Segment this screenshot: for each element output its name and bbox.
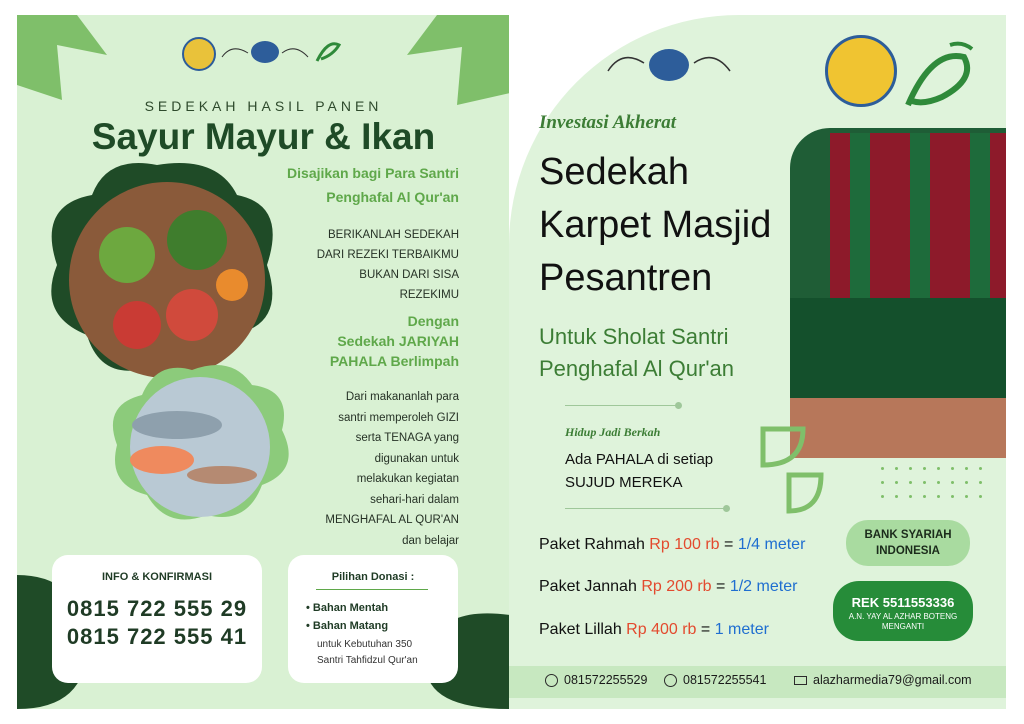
broccoli-shape [99, 227, 155, 283]
subtitle-line-2: Penghafal Al Qur'an [326, 189, 459, 205]
tagline: Investasi Akherat [539, 112, 677, 133]
whatsapp-icon [664, 674, 677, 687]
main-title-line: Pesantren [539, 257, 713, 299]
body-line: MENGHAFAL AL QUR'AN [325, 514, 459, 526]
package-row: Paket Rahmah Rp 100 rb = 1/4 meter [539, 536, 806, 553]
pesantren-logo-large [825, 35, 897, 107]
message-line: BUKAN DARI SISA [359, 269, 459, 281]
divider [316, 589, 428, 590]
subtitle [539, 321, 734, 385]
main-title-line: Karpet Masjid [539, 204, 772, 246]
phone-number-1[interactable]: 0815 722 555 29 [66, 596, 248, 621]
page-title: Sayur Mayur & Ikan [91, 116, 436, 157]
subtitle-line-1: Disajikan bagi Para Santri [287, 165, 459, 181]
body-line: sehari-hari dalam [370, 493, 459, 506]
account-badge [833, 581, 973, 641]
package-row: Paket Jannah Rp 200 rb = 1/2 meter [539, 578, 798, 595]
whatsapp-icon [545, 674, 558, 687]
body-line: Dari makananlah para [345, 391, 459, 403]
divider-dot [675, 402, 682, 409]
donation-note: untuk Kebutuhan 350 Santri Tahfidzul Qur'an [317, 639, 418, 666]
pahala-text: Ada PAHALA di setiap SUJUD MEREKA [565, 451, 714, 491]
message-line: REZEKIMU [399, 289, 459, 301]
donation-list [306, 599, 388, 635]
donation-item: • Bahan Matang [306, 620, 389, 632]
message-line: BERIKANLAH SEDEKAH [327, 229, 459, 241]
left-flyer [17, 15, 510, 709]
divider-bottom [565, 508, 725, 509]
highlight-line: Sedekah JARIYAH [337, 333, 459, 349]
carpet-photo [790, 128, 1006, 458]
main-title [539, 146, 771, 305]
account-number[interactable]: REK 5511553336 [851, 595, 955, 610]
main-title-line: Sedekah [539, 151, 690, 193]
footer-email[interactable]: alazharmedia79@gmail.com [794, 673, 972, 687]
package-row: Paket Lillah Rp 400 rb = 1 meter [539, 621, 769, 638]
highlight-line: PAHALA Berlimpah [329, 353, 459, 369]
decor-rings [759, 425, 829, 515]
info-card [52, 555, 262, 683]
foundation-logo-large [604, 43, 734, 83]
phone-number-2[interactable]: 0815 722 555 41 [66, 624, 248, 649]
message-line: DARI REZEKI TERBAIKMU [316, 249, 459, 261]
body-line: melakukan kegiatan [356, 473, 459, 485]
al-azhar-calligraphy-logo [313, 37, 343, 65]
pesantren-logo [182, 37, 216, 71]
body-block [267, 387, 459, 551]
divider-dot [723, 505, 730, 512]
berkah-label: Hidup Jadi Berkah [565, 425, 661, 439]
donation-card-title: Pilihan Donasi : [331, 571, 415, 583]
mail-icon [794, 676, 807, 685]
al-azhar-calligraphy-logo-large [902, 39, 982, 115]
subtitle-line: Untuk Sholat Santri [539, 324, 729, 349]
body-line: digunakan untuk [374, 452, 459, 465]
tomato-shape [113, 301, 161, 349]
donation-item: • Bahan Mentah [306, 602, 389, 614]
body-line: santri memperoleh GIZI [338, 411, 459, 424]
dot-grid [881, 467, 991, 513]
highlight-block [267, 311, 459, 371]
top-right-spike [407, 15, 510, 105]
bank-name-badge: BANK SYARIAH INDONESIA [846, 520, 970, 566]
donation-card [288, 555, 458, 683]
highlight-line: Dengan [407, 313, 459, 329]
body-line: dan belajar [402, 534, 459, 547]
info-card-title: INFO & KONFIRMASI [102, 571, 212, 583]
top-left-spike [17, 15, 107, 100]
divider-top [565, 405, 677, 406]
foundation-logo [220, 39, 310, 65]
footer-phone-2[interactable]: 081572255541 [664, 673, 766, 687]
account-holder: A.N. YAY AL AZHAR BOTENG MENGANTI [848, 612, 958, 631]
body-line: serta TENAGA yang [355, 432, 459, 444]
right-flyer [509, 15, 1006, 709]
kicker-heading: SEDEKAH HASIL PANEN [144, 98, 383, 114]
footer-phone-1[interactable]: 081572255529 [545, 673, 647, 687]
subtitle-line: Penghafal Al Qur'an [539, 356, 735, 381]
message-block [267, 225, 459, 305]
